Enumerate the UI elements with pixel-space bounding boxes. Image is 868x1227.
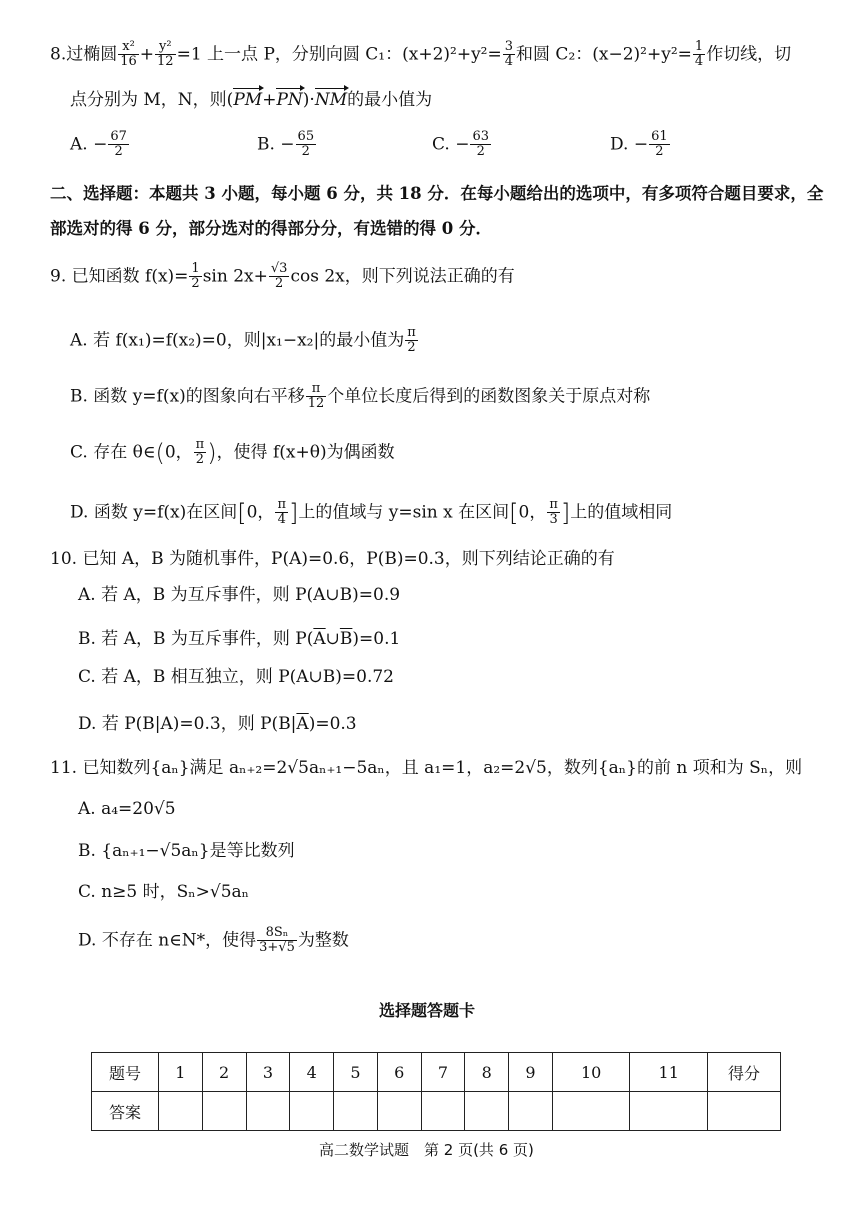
section2-instructions-line2: 部选对的得 6 分，部分选对的得部分分，有选错的得 0 分． bbox=[50, 219, 492, 238]
number-cell: 7 bbox=[421, 1053, 465, 1092]
answer-cell[interactable] bbox=[334, 1092, 378, 1131]
answer-cell[interactable] bbox=[202, 1092, 246, 1131]
number-cell: 2 bbox=[202, 1053, 246, 1092]
number-cell: 4 bbox=[290, 1053, 334, 1092]
number-cell: 5 bbox=[334, 1053, 378, 1092]
q8-option-d: D. − $\frac{61}{2}$ bbox=[610, 129, 668, 160]
answer-cell[interactable] bbox=[465, 1092, 509, 1131]
q8-option-c: C. − $\frac{63}{2}$ bbox=[432, 129, 489, 160]
answer-card-title: 选择题答题卡 bbox=[379, 1001, 476, 1020]
answer-cell[interactable] bbox=[246, 1092, 290, 1131]
answer-header-cell: 答案 bbox=[92, 1092, 159, 1131]
answer-cell[interactable] bbox=[377, 1092, 421, 1131]
number-cell: 3 bbox=[246, 1053, 290, 1092]
q11-option-c: C. n≥5 时，Sₙ>√5aₙ bbox=[78, 882, 250, 902]
q10-option-b: B. 若 A，B 为互斥事件，则 P(A∪B)=0.1 bbox=[78, 629, 401, 649]
number-header-cell: 题号 bbox=[92, 1053, 159, 1092]
q9-option-d: D. 函数 y=f(x)在区间[0， $\frac{\pi}{4}$ ]上的值域与 y=sin x 在区间[0， $\frac{\pi}{3}$ ]上的值域相同 bbox=[70, 497, 673, 528]
number-cell: 11 bbox=[630, 1053, 708, 1092]
answer-cell[interactable] bbox=[159, 1092, 203, 1131]
q9-option-c: C. 存在 θ∈(0， $\frac{\pi}{2}$ )，使得 f(x+θ)为偶函数 bbox=[70, 437, 395, 468]
q9-stem: 9. 已知函数 f(x)= $\frac{1}{2}$ sin 2x+ $\frac{√3}{2}$ cos 2x，则下列说法正确的有 bbox=[50, 261, 515, 292]
c2-radius-fraction: $\frac{1}{4}$ bbox=[694, 39, 704, 70]
number-cell: 1 bbox=[159, 1053, 203, 1092]
q11-option-b: B. {aₙ₊₁−√5aₙ}是等比数列 bbox=[78, 841, 295, 861]
answer-cell[interactable] bbox=[290, 1092, 334, 1131]
answer-card-number-row bbox=[92, 1053, 781, 1092]
number-cell: 10 bbox=[552, 1053, 630, 1092]
number-cell: 9 bbox=[509, 1053, 553, 1092]
ellipse-x-fraction: $\frac{\text{x²}}{16}$ bbox=[120, 39, 137, 70]
q9-option-b: B. 函数 y=f(x)的图象向右平移 $\frac{\pi}{12}$ 个单位长度后得到的函数图象关于原点对称 bbox=[70, 381, 651, 412]
q8-option-a: A. − $\frac{67}{2}$ bbox=[70, 129, 127, 160]
q10-option-a: A. 若 A，B 为互斥事件，则 P(A∪B)=0.9 bbox=[78, 585, 401, 605]
section2-instructions-line1: 二、选择题：本题共 3 小题，每小题 6 分，共 18 分．在每小题给出的选项中，有多项符合题目要求，全 bbox=[50, 184, 824, 203]
answer-card-answer-row bbox=[92, 1092, 781, 1131]
q8-option-b: B. − $\frac{65}{2}$ bbox=[257, 129, 315, 160]
answer-cell[interactable] bbox=[509, 1092, 553, 1131]
q10-option-d: D. 若 P(B|A)=0.3，则 P(B|A)=0.3 bbox=[78, 714, 357, 734]
score-header-cell: 得分 bbox=[708, 1053, 781, 1092]
number-cell: 8 bbox=[465, 1053, 509, 1092]
score-cell[interactable] bbox=[708, 1092, 781, 1131]
answer-cell[interactable] bbox=[630, 1092, 708, 1131]
vector-pn: PN bbox=[276, 90, 303, 110]
vector-nm: NM bbox=[314, 90, 348, 110]
c1-radius-fraction: $\frac{3}{4}$ bbox=[504, 39, 514, 70]
ellipse-y-fraction: $\frac{\text{y²}}{12}$ bbox=[157, 39, 174, 70]
q11-option-d: D. 不存在 n∈N*，使得 $\frac{\text{8Sₙ}}{3+√5}$ 为整数 bbox=[78, 925, 349, 956]
q8-stem-line1: 8.过椭圆 $\frac{\text{x²}}{16}$ + $\frac{\text{y²}}{12}$ =1 上一点 P，分别向圆 C₁：(x+2)²+y²= $\frac{3}{4}$ 和圆 C₂：(x−2)²+y²= $\frac{1}{4}$ 作切线，切 bbox=[50, 39, 792, 70]
q10-option-c: C. 若 A，B 相互独立，则 P(A∪B)=0.72 bbox=[78, 667, 395, 687]
answer-cell[interactable] bbox=[552, 1092, 630, 1131]
answer-cell[interactable] bbox=[421, 1092, 465, 1131]
q8-number: 8. bbox=[50, 44, 67, 65]
q9-option-a: A. 若 f(x₁)=f(x₂)=0，则|x₁−x₂|的最小值为 $\frac{\pi}{2}$ bbox=[70, 325, 416, 356]
q10-stem: 10. 已知 A，B 为随机事件，P(A)=0.6，P(B)=0.3，则下列结论正确的有 bbox=[50, 549, 615, 569]
q11-stem: 11. 已知数列{aₙ}满足 aₙ₊₂=2√5aₙ₊₁−5aₙ，且 a₁=1，a₂=2√5，数列{aₙ}的前 n 项和为 Sₙ，则 bbox=[50, 758, 803, 778]
number-cell: 6 bbox=[377, 1053, 421, 1092]
answer-card-table bbox=[91, 1052, 781, 1131]
vector-pm: PM bbox=[233, 90, 263, 110]
q11-option-a: A. a₄=20√5 bbox=[78, 799, 176, 819]
q8-stem-line2: 点分别为 M，N，则(PM+PN)·NM的最小值为 bbox=[70, 90, 433, 110]
page-footer: 高二数学试题 第 2 页(共 6 页) bbox=[319, 1141, 534, 1159]
